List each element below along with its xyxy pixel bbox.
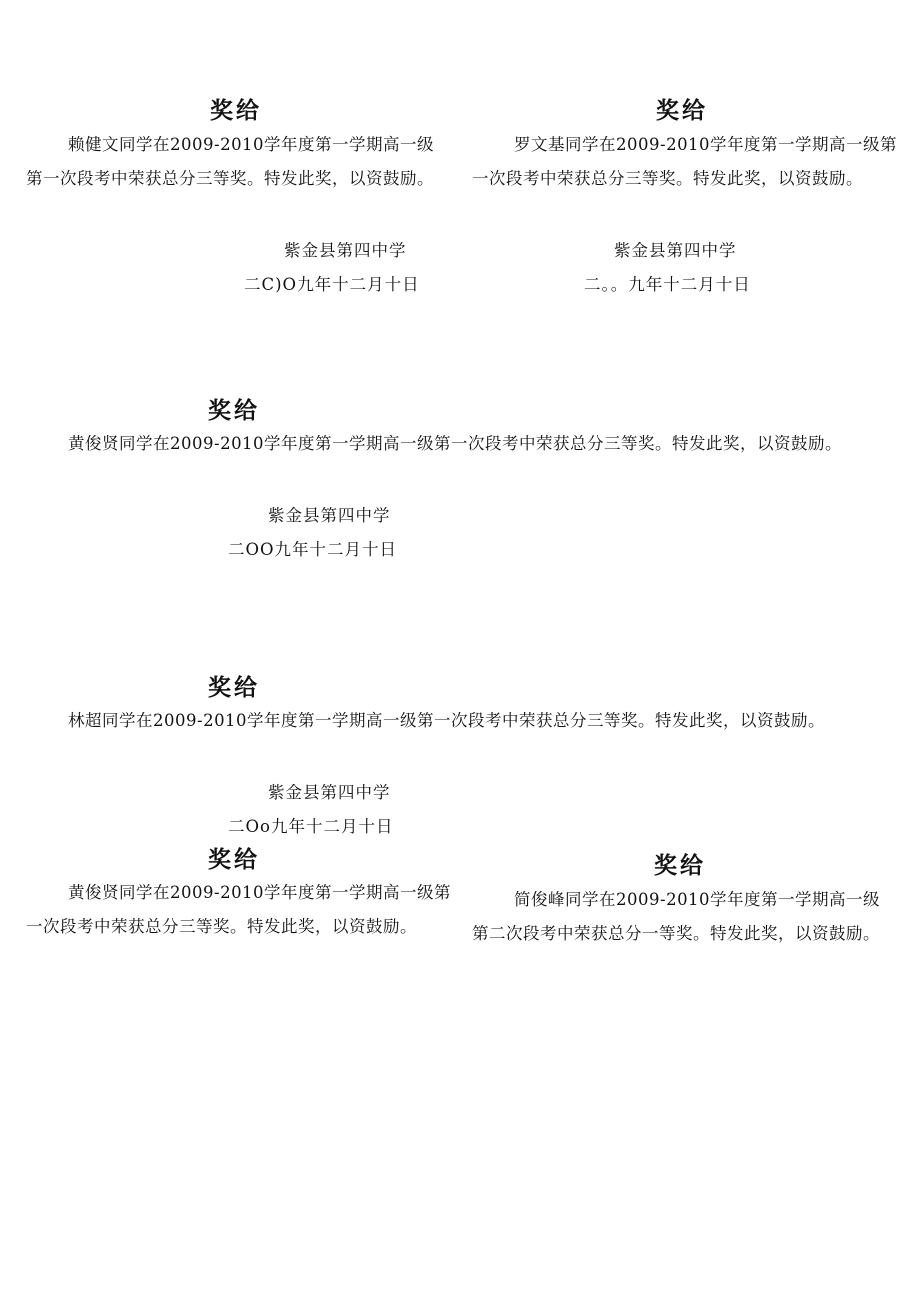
issue-date: 二OO九年十二月十日: [228, 540, 398, 559]
school-name: 紫金县第四中学: [614, 241, 737, 260]
certificate-body: 黄俊贤同学在2009-2010学年度第一学期高一级第一次段考中荣获总分三等奖。特发此奖，以资鼓励。: [68, 434, 843, 453]
certificate-title: 奖给: [208, 674, 260, 701]
school-name: 紫金县第四中学: [284, 241, 407, 260]
issue-date: 二Oo九年十二月十日: [228, 817, 394, 836]
certificate-body: 林超同学在2009-2010学年度第一学期高一级第一次段考中荣获总分三等奖。特发此奖，以资鼓励。: [68, 711, 826, 730]
certificate-body: 黄俊贤同学在2009-2010学年度第一学期高一级第一次段考中荣获总分三等奖。特发此奖，以资鼓励。: [26, 883, 452, 936]
certificate-title: 奖给: [210, 97, 262, 124]
certificate-body: 简俊峰同学在2009-2010学年度第一学期高一级第二次段考中荣获总分一等奖。特发此奖，以资鼓励。: [472, 890, 881, 943]
certificate-title: 奖给: [656, 97, 708, 124]
certificate-body: 赖健文同学在2009-2010学年度第一学期高一级第一次段考中荣获总分三等奖。特发此奖，以资鼓励。: [26, 135, 435, 188]
school-name: 紫金县第四中学: [268, 783, 391, 802]
issue-date: 二C)O九年十二月十日: [244, 275, 420, 294]
certificate-title: 奖给: [654, 852, 706, 879]
school-name: 紫金县第四中学: [268, 506, 391, 525]
issue-date: 二。。九年十二月十日: [584, 275, 751, 294]
certificate-body: 罗文基同学在2009-2010学年度第一学期高一级第一次段考中荣获总分三等奖。特发此奖，以资鼓励。: [472, 135, 898, 188]
certificate-title: 奖给: [208, 397, 260, 424]
certificate-title: 奖给: [208, 846, 260, 873]
